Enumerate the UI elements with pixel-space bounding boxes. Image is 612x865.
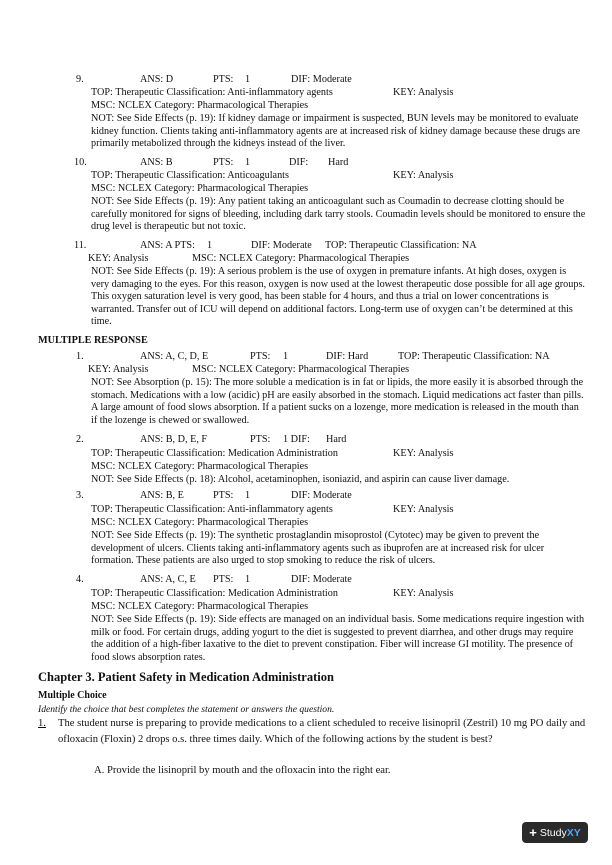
item-number: 2. [76,434,84,445]
option-a: A. Provide the lisinopril by mouth and the ofloxacin into the right ear. [94,765,391,776]
difficulty: DIF: Moderate [251,240,312,251]
key: KEY: Analysis [88,364,149,375]
points-label: PTS: [213,157,234,168]
points-label: PTS: [213,74,234,85]
key: KEY: Analysis [393,448,454,459]
answer: ANS: D [140,74,174,85]
item-number: 4. [76,574,84,585]
points-value: 1 [245,157,251,168]
item-number: 3. [76,490,84,501]
studyxy-logo [522,822,588,843]
difficulty: DIF: Moderate [291,74,352,85]
rationale: NOT: See Side Effects (p. 19): A serious problem is the use of oxygen in premature infants. At high doses, oxygen is very damaging to the eyes. For this reason, oxygen is now used at the lowest therapeutic dose possible for all age groups. This oxygen saturation level is very good, has been stable for 4 hours, and thus a trial on lower concentrations is warranted. Transfer out of ICU will depend on additional factors. Long-term use of oxygen can’t be determined at this time. [91,266,585,328]
item-number: 11. [74,240,87,251]
rationale: NOT: See Side Effects (p. 19): Side effects are managed on an individual basis. Some medications require ingestion with milk or food. For certain drugs, adding yogurt to the diet is suggested to prevent diarrhea, and other drugs may require the addition of a high-fiber laxative to the diet to prevent constipation. Fiber will increase GI motility. The presence of food slows absorption rates. [91,614,585,663]
points-value: 1 [245,74,251,85]
item-number: 10. [74,157,87,168]
points-value: 1 [283,351,289,362]
points-value: 1 [207,240,213,251]
answer: ANS: B, E [140,490,184,501]
topic: TOP: Therapeutic Classification: NA [398,351,550,362]
difficulty-label: DIF: [289,157,309,168]
topic: TOP: Therapeutic Classification: Anti-inflammatory agents [91,87,333,98]
question-number: 1. [38,718,46,729]
difficulty-value: Hard [328,157,349,168]
difficulty: DIF: Moderate [291,574,352,585]
msc: MSC: NCLEX Category: Pharmacological Therapies [91,517,309,528]
section-heading: MULTIPLE RESPONSE [38,335,148,346]
question-text: The student nurse is preparing to provide medications to a client scheduled to receive lisinopril (Zestril) 10 mg PO daily and ofloxacin (Floxin) 2 drops o.s. three times daily. Which of the following actions by the student is best? [58,718,586,745]
points-label: PTS: [213,574,234,585]
msc: MSC: NCLEX Category: Pharmacological Therapies [91,100,309,111]
brand-name: Study [539,826,567,839]
msc: MSC: NCLEX Category: Pharmacological Therapies [91,183,309,194]
key: KEY: Analysis [393,588,454,599]
rationale: NOT: See Side Effects (p. 19): If kidney damage or impairment is suspected, BUN levels may be monitored to evaluate kidney function. Clients taking anti-inflammatory agents are at increased risk of kidney damage because these drugs are primarily metabolized through the kidneys instead of the liver. [91,113,581,150]
difficulty: DIF: Hard [326,351,369,362]
key: KEY: Analysis [393,504,454,515]
topic: TOP: Therapeutic Classification: Anti-inflammatory agents [91,504,333,515]
points-value: 1 DIF: [283,434,310,445]
difficulty-value: Hard [326,434,347,445]
item-number: 9. [76,74,84,85]
key: KEY: Analysis [393,87,454,98]
instructions: Identify the choice that best completes the statement or answers the question. [38,704,335,715]
points-label: PTS: [250,434,271,445]
topic: TOP: Therapeutic Classification: Medication Administration [91,448,338,459]
points-value: 1 [245,490,251,501]
rationale: NOT: See Side Effects (p. 19): Any patient taking an anticoagulant such as Coumadin to decrease clotting should be carefully monitored for signs of bleeding, including dark tarry stools. Coumadin levels should be monitored to ensure the drug level is therapeutic but not toxic. [91,196,586,233]
chapter-title: Chapter 3. Patient Safety in Medication Administration [38,670,334,684]
points-label: PTS: [250,351,271,362]
msc: MSC: NCLEX Category: Pharmacological Therapies [91,601,309,612]
points-label: PTS: [213,490,234,501]
rationale: NOT: See Side Effects (p. 18): Alcohol, acetaminophen, isoniazid, and aspirin can cause liver damage. [91,474,510,485]
msc: MSC: NCLEX Category: Pharmacological Therapies [192,253,410,264]
msc: MSC: NCLEX Category: Pharmacological Therapies [91,461,309,472]
subheading: Multiple Choice [38,690,107,701]
difficulty: DIF: Moderate [291,490,352,501]
key: KEY: Analysis [88,253,149,264]
answer: ANS: B, D, E, F [140,434,208,445]
points-value: 1 [245,574,251,585]
topic: TOP: Therapeutic Classification: NA [325,240,477,251]
answer: ANS: A, C, E [140,574,196,585]
answer-points: ANS: A PTS: [140,240,195,251]
topic: TOP: Therapeutic Classification: Anticoagulants [91,170,289,181]
brand-suffix: XY [566,826,581,839]
msc: MSC: NCLEX Category: Pharmacological Therapies [192,364,410,375]
answer: ANS: A, C, D, E [140,351,209,362]
rationale: NOT: See Side Effects (p. 19): The synthetic prostaglandin misoprostol (Cytotec) may be given to prevent the development of ulcers. Clients taking anti-inflammatory agents such as ibuprofen are at increased risk for ulcer formation. These patients are also urged to stop smoking to reduce the risk of ulcers. [91,530,545,567]
item-number: 1. [76,351,84,362]
key: KEY: Analysis [393,170,454,181]
answer: ANS: B [140,157,173,168]
topic: TOP: Therapeutic Classification: Medication Administration [91,588,338,599]
plus-icon: + [529,825,537,840]
rationale: NOT: See Absorption (p. 15): The more soluble a medication is in fat or lipids, the more easily it is absorbed through the stomach. Medications with a low (acidic) pH are easily absorbed in the stomach. Liquid medications act faster than pills. A large amount of food slows absorption. If a patient sucks on a lozenge, more medication is released in the mouth than if the lozenge is chewed or swallowed. [91,377,584,426]
